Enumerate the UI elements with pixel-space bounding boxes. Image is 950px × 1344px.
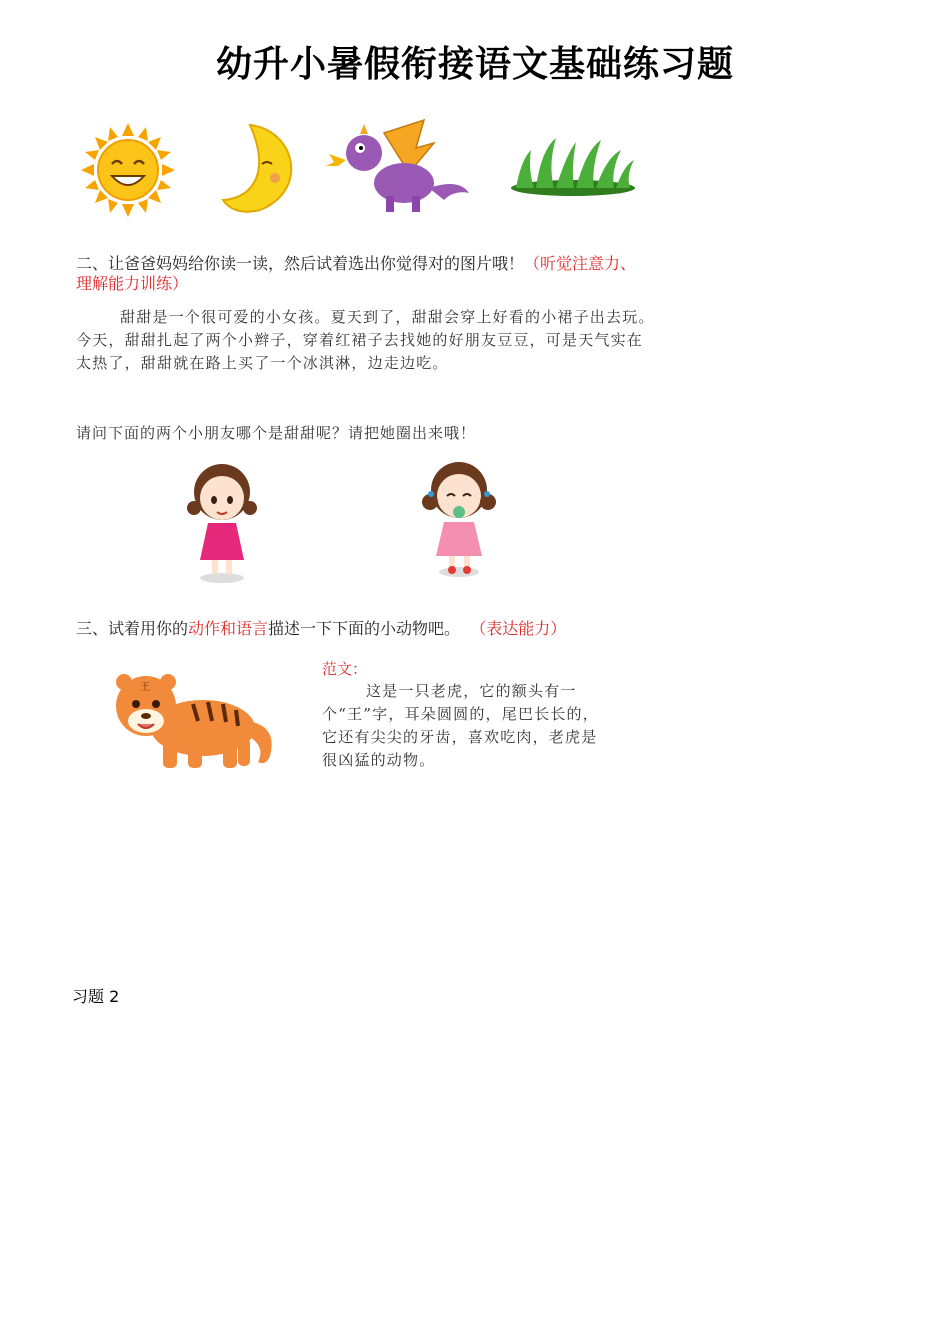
purple-dragon-icon [324,118,474,216]
grass-icon [506,130,641,200]
section-2-tag-line1: （听觉注意力、 [524,254,637,273]
section-2-tag-line2: 理解能力训练） [76,274,189,293]
girl-with-ice-cream-icon[interactable] [414,456,504,580]
section-3-heading-post: 描述一下下面的小动物吧。 [268,619,461,638]
section-3-tag: （表达能力） [470,619,567,638]
smiling-sun-icon [78,120,178,220]
section-3-heading [76,619,566,639]
exercise-label: 习题 2 [72,987,120,1006]
page-title: 幼升小暑假衔接语文基础练习题 [215,44,734,85]
section-3-heading-pre: 三、试着用你的 [76,619,189,638]
svg-text:王: 王 [140,682,150,693]
section-2-heading [76,254,636,274]
model-essay-text: 这是一只老虎，它的额头有一个“王”字，耳朵圆圆的，尾巴长长的，它还有尖尖的牙齿，喜欢吃肉，老虎是很凶猛的动物。 [322,682,599,769]
tiger-icon [108,666,280,774]
model-essay-label: 范文： [322,660,368,678]
question-text: 请问下面的两个小朋友哪个是甜甜呢？请把她圈出来哦！ [76,424,477,442]
section-3-heading-highlight: 动作和语言 [188,619,269,638]
section-2-heading-text: 二、让爸爸妈妈给你读一读，然后试着选出你觉得对的图片哦！ [76,254,525,273]
story-paragraph: 甜甜是一个很可爱的小女孩。夏天到了，甜甜会穿上好看的小裙子出去玩。今天，甜甜扎起了两个小辫子，穿着红裙子去找她的好朋友豆豆，可是天气实在太热了，甜甜就在路上买了一个冰淇淋，边走边吃。 [76,308,655,372]
crescent-moon-icon [220,120,305,215]
girl-in-red-dress-icon[interactable] [180,458,265,586]
